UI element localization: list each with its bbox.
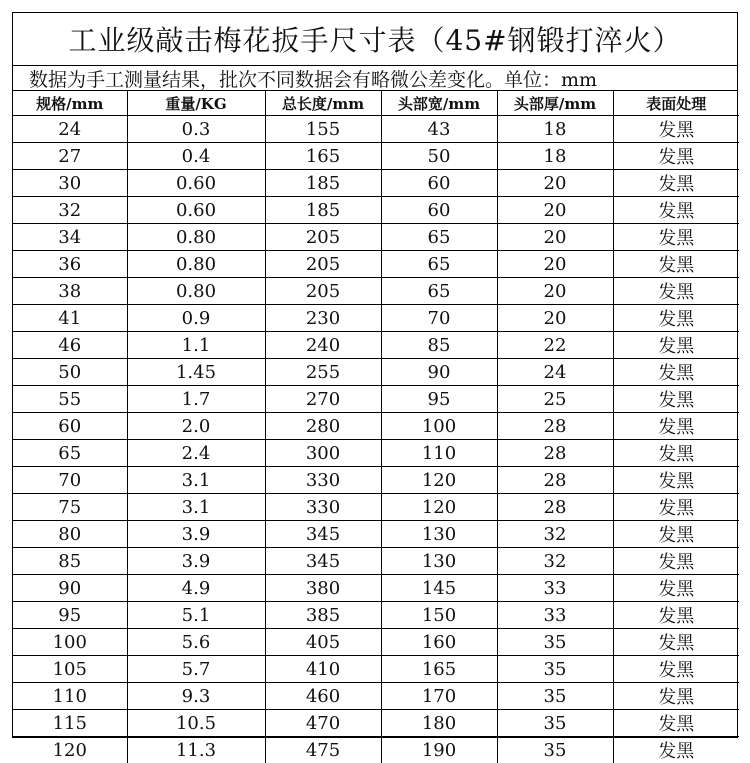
- cell-size: 41: [13, 305, 127, 332]
- cell-size: 60: [13, 413, 127, 440]
- cell-weight: 3.9: [127, 548, 265, 575]
- measurement-note: 数据为手工测量结果，批次不同数据会有略微公差变化。单位：mm: [13, 66, 737, 91]
- cell-head-thickness: 20: [497, 224, 613, 251]
- cell-head-width: 180: [381, 710, 497, 737]
- cell-head-thickness: 33: [497, 575, 613, 602]
- table-row: [13, 683, 739, 710]
- cell-weight: 5.6: [127, 629, 265, 656]
- cell-weight: 3.1: [127, 494, 265, 521]
- cell-head-width: 50: [381, 143, 497, 170]
- cell-size: 34: [13, 224, 127, 251]
- cell-head-width: 150: [381, 602, 497, 629]
- cell-total-length: 470: [265, 710, 381, 737]
- cell-surface-treatment: 发黑: [613, 602, 739, 629]
- table-row: [13, 170, 739, 197]
- cell-head-width: 170: [381, 683, 497, 710]
- cell-surface-treatment: 发黑: [613, 332, 739, 359]
- table-row: [13, 224, 739, 251]
- cell-total-length: 410: [265, 656, 381, 683]
- cell-weight: 3.9: [127, 521, 265, 548]
- table-row: [13, 359, 739, 386]
- table-row: [13, 332, 739, 359]
- cell-head-width: 190: [381, 737, 497, 763]
- cell-head-width: 85: [381, 332, 497, 359]
- cell-total-length: 185: [265, 170, 381, 197]
- cell-head-width: 65: [381, 278, 497, 305]
- cell-surface-treatment: 发黑: [613, 305, 739, 332]
- cell-surface-treatment: 发黑: [613, 521, 739, 548]
- table-header: [13, 91, 739, 116]
- cell-head-thickness: 33: [497, 602, 613, 629]
- cell-surface-treatment: 发黑: [613, 143, 739, 170]
- cell-head-width: 95: [381, 386, 497, 413]
- cell-size: 85: [13, 548, 127, 575]
- cell-surface-treatment: 发黑: [613, 548, 739, 575]
- cell-weight: 5.1: [127, 602, 265, 629]
- cell-weight: 1.7: [127, 386, 265, 413]
- cell-weight: 4.9: [127, 575, 265, 602]
- cell-head-thickness: 35: [497, 656, 613, 683]
- header-head-width: 头部宽/mm: [381, 91, 497, 116]
- table-row: [13, 143, 739, 170]
- size-table: [13, 91, 739, 763]
- cell-surface-treatment: 发黑: [613, 197, 739, 224]
- cell-surface-treatment: 发黑: [613, 386, 739, 413]
- table-row: [13, 602, 739, 629]
- cell-total-length: 165: [265, 143, 381, 170]
- cell-head-thickness: 35: [497, 683, 613, 710]
- cell-weight: 10.5: [127, 710, 265, 737]
- header-surface-treatment: 表面处理: [613, 91, 739, 116]
- cell-total-length: 240: [265, 332, 381, 359]
- cell-surface-treatment: 发黑: [613, 494, 739, 521]
- cell-surface-treatment: 发黑: [613, 737, 739, 763]
- cell-surface-treatment: 发黑: [613, 359, 739, 386]
- cell-surface-treatment: 发黑: [613, 683, 739, 710]
- table-body: [13, 116, 739, 763]
- table-row: [13, 305, 739, 332]
- header-size: 规格/mm: [13, 91, 127, 116]
- table-row: [13, 413, 739, 440]
- cell-total-length: 155: [265, 116, 381, 143]
- cell-weight: 0.80: [127, 251, 265, 278]
- cell-head-thickness: 28: [497, 467, 613, 494]
- cell-weight: 0.60: [127, 197, 265, 224]
- cell-head-width: 110: [381, 440, 497, 467]
- cell-size: 50: [13, 359, 127, 386]
- cell-head-thickness: 22: [497, 332, 613, 359]
- cell-head-width: 90: [381, 359, 497, 386]
- cell-head-thickness: 20: [497, 278, 613, 305]
- cell-head-width: 70: [381, 305, 497, 332]
- cell-total-length: 475: [265, 737, 381, 763]
- cell-total-length: 385: [265, 602, 381, 629]
- table-row: [13, 386, 739, 413]
- cell-surface-treatment: 发黑: [613, 170, 739, 197]
- header-row: [13, 91, 739, 116]
- cell-weight: 5.7: [127, 656, 265, 683]
- table-row: [13, 548, 739, 575]
- cell-surface-treatment: 发黑: [613, 629, 739, 656]
- cell-size: 80: [13, 521, 127, 548]
- cell-surface-treatment: 发黑: [613, 440, 739, 467]
- cell-head-thickness: 35: [497, 737, 613, 763]
- table-row: [13, 197, 739, 224]
- cell-head-thickness: 20: [497, 197, 613, 224]
- cell-weight: 0.4: [127, 143, 265, 170]
- table-row: [13, 116, 739, 143]
- table-title: 工业级敲击梅花扳手尺寸表（45#钢锻打淬火）: [13, 13, 737, 66]
- cell-surface-treatment: 发黑: [613, 710, 739, 737]
- table-row: [13, 278, 739, 305]
- cell-total-length: 185: [265, 197, 381, 224]
- cell-head-width: 160: [381, 629, 497, 656]
- cell-size: 120: [13, 737, 127, 763]
- spec-sheet: [12, 12, 738, 738]
- header-total-length: 总长度/mm: [265, 91, 381, 116]
- cell-size: 75: [13, 494, 127, 521]
- cell-surface-treatment: 发黑: [613, 575, 739, 602]
- cell-total-length: 300: [265, 440, 381, 467]
- cell-total-length: 255: [265, 359, 381, 386]
- cell-size: 95: [13, 602, 127, 629]
- cell-head-thickness: 28: [497, 440, 613, 467]
- cell-weight: 1.45: [127, 359, 265, 386]
- table-row: [13, 575, 739, 602]
- cell-weight: 0.80: [127, 224, 265, 251]
- cell-weight: 0.3: [127, 116, 265, 143]
- cell-surface-treatment: 发黑: [613, 413, 739, 440]
- cell-head-width: 130: [381, 548, 497, 575]
- cell-surface-treatment: 发黑: [613, 224, 739, 251]
- cell-weight: 2.0: [127, 413, 265, 440]
- cell-head-thickness: 20: [497, 251, 613, 278]
- cell-surface-treatment: 发黑: [613, 467, 739, 494]
- cell-surface-treatment: 发黑: [613, 656, 739, 683]
- cell-size: 32: [13, 197, 127, 224]
- cell-head-thickness: 25: [497, 386, 613, 413]
- cell-size: 36: [13, 251, 127, 278]
- table-row: [13, 251, 739, 278]
- cell-weight: 0.9: [127, 305, 265, 332]
- cell-size: 105: [13, 656, 127, 683]
- cell-total-length: 345: [265, 548, 381, 575]
- cell-total-length: 205: [265, 251, 381, 278]
- cell-head-thickness: 18: [497, 116, 613, 143]
- cell-head-width: 120: [381, 467, 497, 494]
- cell-surface-treatment: 发黑: [613, 278, 739, 305]
- cell-size: 70: [13, 467, 127, 494]
- cell-head-thickness: 20: [497, 305, 613, 332]
- table-row: [13, 521, 739, 548]
- table-row: [13, 629, 739, 656]
- header-head-thickness: 头部厚/mm: [497, 91, 613, 116]
- cell-weight: 2.4: [127, 440, 265, 467]
- cell-total-length: 380: [265, 575, 381, 602]
- cell-size: 38: [13, 278, 127, 305]
- cell-head-thickness: 24: [497, 359, 613, 386]
- cell-head-thickness: 18: [497, 143, 613, 170]
- cell-head-thickness: 32: [497, 521, 613, 548]
- cell-weight: 11.3: [127, 737, 265, 763]
- cell-weight: 0.80: [127, 278, 265, 305]
- cell-total-length: 230: [265, 305, 381, 332]
- table-row: [13, 440, 739, 467]
- cell-head-thickness: 20: [497, 170, 613, 197]
- cell-total-length: 405: [265, 629, 381, 656]
- cell-head-width: 130: [381, 521, 497, 548]
- cell-weight: 3.1: [127, 467, 265, 494]
- cell-head-thickness: 28: [497, 413, 613, 440]
- cell-weight: 1.1: [127, 332, 265, 359]
- cell-head-width: 60: [381, 170, 497, 197]
- cell-total-length: 345: [265, 521, 381, 548]
- cell-size: 27: [13, 143, 127, 170]
- cell-size: 110: [13, 683, 127, 710]
- cell-size: 24: [13, 116, 127, 143]
- cell-total-length: 460: [265, 683, 381, 710]
- cell-surface-treatment: 发黑: [613, 251, 739, 278]
- cell-size: 46: [13, 332, 127, 359]
- cell-head-width: 43: [381, 116, 497, 143]
- cell-head-thickness: 32: [497, 548, 613, 575]
- cell-size: 115: [13, 710, 127, 737]
- cell-head-width: 120: [381, 494, 497, 521]
- table-row: [13, 467, 739, 494]
- cell-total-length: 205: [265, 278, 381, 305]
- cell-head-thickness: 35: [497, 629, 613, 656]
- cell-total-length: 270: [265, 386, 381, 413]
- cell-head-width: 60: [381, 197, 497, 224]
- header-weight: 重量/KG: [127, 91, 265, 116]
- cell-total-length: 330: [265, 494, 381, 521]
- cell-weight: 9.3: [127, 683, 265, 710]
- cell-weight: 0.60: [127, 170, 265, 197]
- cell-total-length: 330: [265, 467, 381, 494]
- table-row: [13, 656, 739, 683]
- cell-head-width: 145: [381, 575, 497, 602]
- cell-head-width: 165: [381, 656, 497, 683]
- cell-size: 100: [13, 629, 127, 656]
- cell-size: 55: [13, 386, 127, 413]
- table-row: [13, 494, 739, 521]
- cell-total-length: 205: [265, 224, 381, 251]
- cell-head-width: 65: [381, 251, 497, 278]
- cell-size: 30: [13, 170, 127, 197]
- cell-head-width: 65: [381, 224, 497, 251]
- cell-surface-treatment: 发黑: [613, 116, 739, 143]
- cell-total-length: 280: [265, 413, 381, 440]
- cell-head-width: 100: [381, 413, 497, 440]
- table-row: [13, 710, 739, 737]
- cell-size: 90: [13, 575, 127, 602]
- cell-head-thickness: 35: [497, 710, 613, 737]
- cell-head-thickness: 28: [497, 494, 613, 521]
- cell-size: 65: [13, 440, 127, 467]
